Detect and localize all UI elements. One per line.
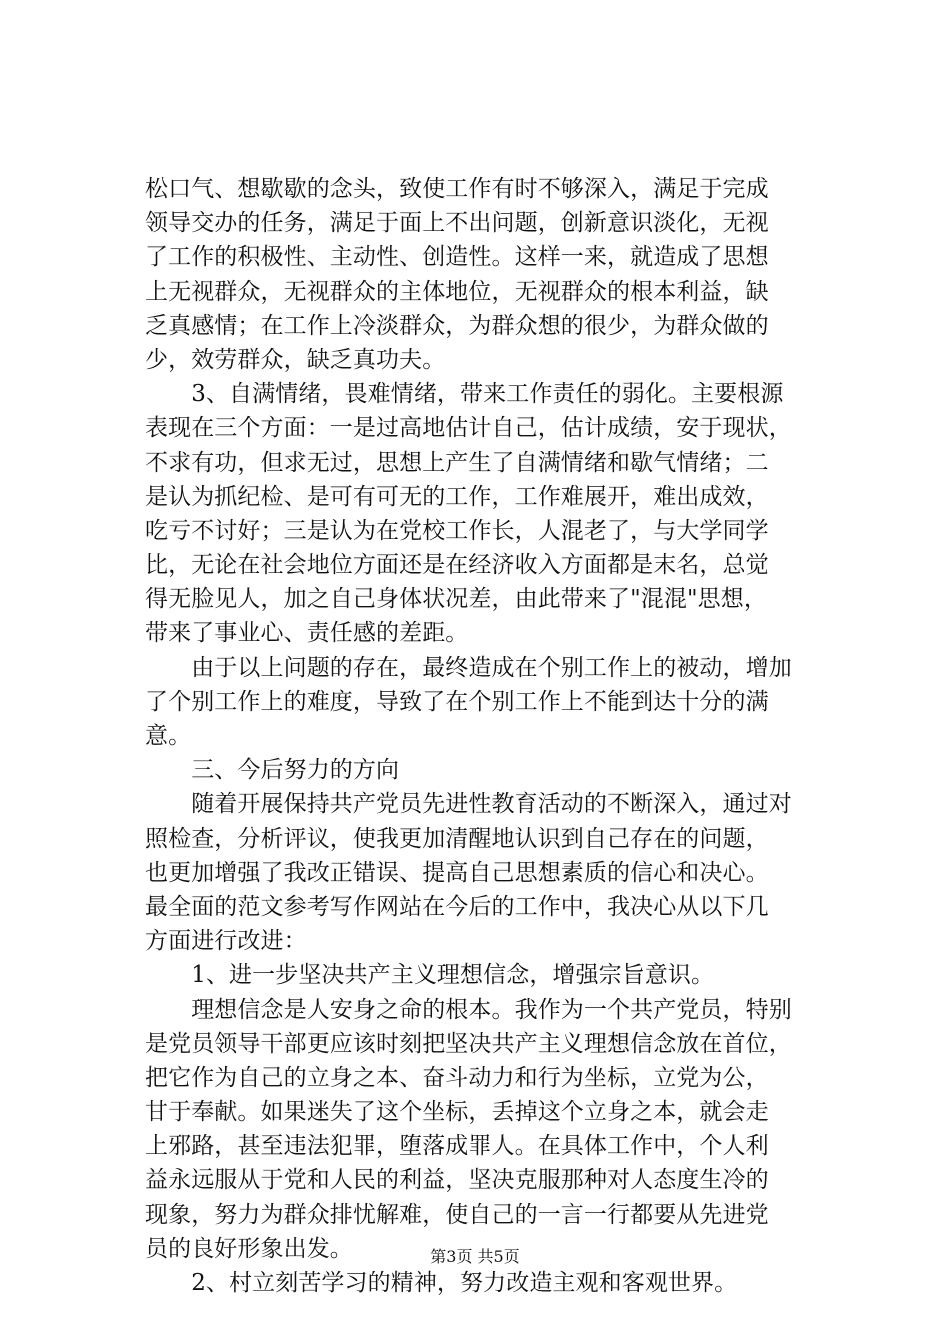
text-line: 3、自满情绪，畏难情绪，带来工作责任的弱化。主要根源 bbox=[145, 381, 784, 408]
text-line: 由于以上问题的存在，最终造成在个别工作上的被动，增加 bbox=[145, 654, 792, 681]
text-line: 比，无论在社会地位方面还是在经济收入方面都是末名，总觉 bbox=[145, 552, 769, 579]
text-line: 松口气、想歇歇的念头，致使工作有时不够深入，满足于完成 bbox=[145, 176, 769, 202]
text-line: 甘于奉献。如果迷失了这个坐标，丢掉这个立身之本，就会走 bbox=[145, 1099, 769, 1126]
document-body bbox=[145, 172, 825, 1300]
text-line: 带来了事业心、责任感的差距。 bbox=[145, 620, 469, 647]
text-line: 理想信念是人安身之命的根本。我作为一个共产党员，特别 bbox=[145, 996, 792, 1023]
text-line: 员的良好形象出发。 bbox=[145, 1235, 353, 1262]
text-line: 了个别工作上的难度，导致了在个别工作上不能到达十分的满 bbox=[145, 688, 769, 715]
text-line: 益永远服从于党和人民的利益，坚决克服那种对人态度生冷的 bbox=[145, 1167, 769, 1194]
text-line: 是认为抓纪检、是可有可无的工作，工作难展开，难出成效， bbox=[145, 483, 769, 510]
text-line: 意。 bbox=[145, 723, 192, 749]
text-line: 得无脸见人，加之自己身体状况差，由此带来了"混混"思想， bbox=[145, 586, 767, 613]
page-number-footer: 第3页 共5页 bbox=[430, 1247, 520, 1266]
text-line: 吃亏不讨好；三是认为在党校工作长，人混老了，与大学同学 bbox=[145, 517, 769, 544]
text-line: 现象，努力为群众排忧解难，使自己的一言一行都要从先进党 bbox=[145, 1201, 769, 1228]
text-line: 照检查，分析评议，使我更加清醒地认识到自己存在的问题， bbox=[145, 825, 769, 852]
text-line: 是党员领导干部更应该时刻把坚决共产主义理想信念放在首位， bbox=[145, 1030, 792, 1057]
text-line: 随着开展保持共产党员先进性教育活动的不断深入，通过对 bbox=[145, 791, 792, 818]
text-line: 表现在三个方面：一是过高地估计自己，估计成绩，安于现状， bbox=[145, 415, 792, 442]
text-line: 领导交办的任务，满足于面上不出问题，创新意识淡化，无视 bbox=[145, 210, 769, 237]
section-heading: 三、今后努力的方向 bbox=[145, 757, 400, 784]
text-line: 把它作为自己的立身之本、奋斗动力和行为坐标，立党为公， bbox=[145, 1064, 769, 1091]
text-line: 上邪路，甚至违法犯罪，堕落成罪人。在具体工作中，个人利 bbox=[145, 1133, 769, 1160]
text-line: 也更加增强了我改正错误、提高自己思想素质的信心和决心。 bbox=[145, 859, 769, 886]
text-line: 方面进行改进： bbox=[145, 928, 307, 955]
text-line: 乏真感情；在工作上冷淡群众，为群众想的很少，为群众做的 bbox=[145, 312, 769, 339]
text-line: 了工作的积极性、主动性、创造性。这样一来，就造成了思想 bbox=[145, 244, 769, 271]
list-item-heading: 1、进一步坚决共产主义理想信念，增强宗旨意识。 bbox=[145, 962, 715, 989]
text-line: 不求有功，但求无过，思想上产生了自满情绪和歇气情绪；二 bbox=[145, 449, 769, 476]
text-line: 上无视群众，无视群众的主体地位，无视群众的根本利益，缺 bbox=[145, 278, 769, 305]
text-line: 少，效劳群众，缺乏真功夫。 bbox=[145, 346, 446, 373]
list-item-heading: 2、村立刻苦学习的精神，努力改造主观和客观世界。 bbox=[145, 1270, 738, 1296]
text-line: 最全面的范文参考写作网站在今后的工作中，我决心从以下几 bbox=[145, 893, 769, 920]
